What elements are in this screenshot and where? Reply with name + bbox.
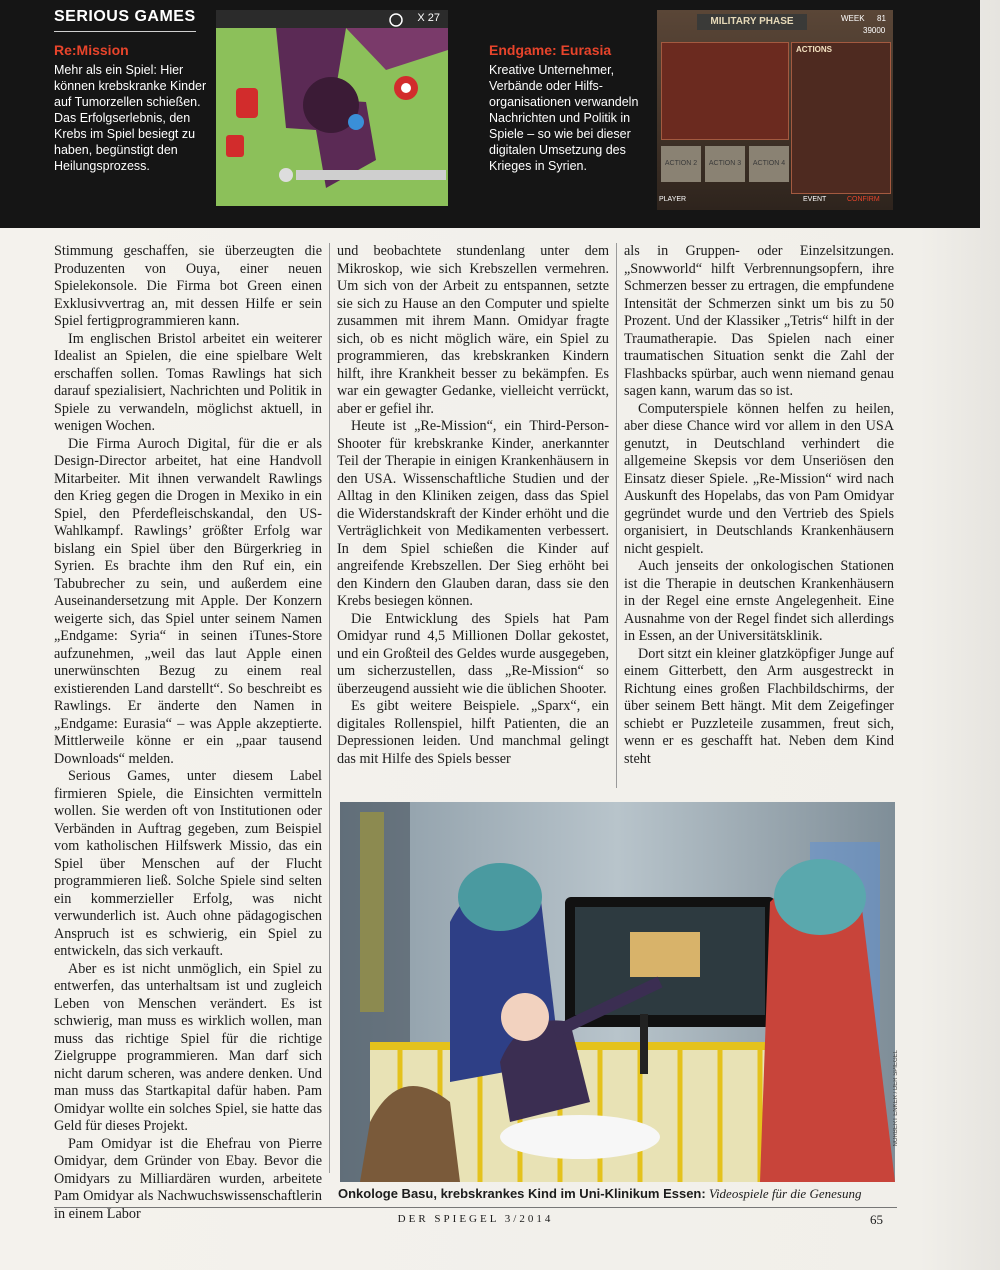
week-value: 81 (877, 14, 886, 23)
paragraph: Die Entwicklung des Spiels hat Pam Omidyar rund 4,5 Millionen Dollar gekostet, und ein Großteil des Geldes wurde ausgegeben, um sicherzustellen, dass „Re-Mission“ so überzeugend aussieht wie die üblichen Shooter. (337, 610, 609, 697)
magazine-footer: DER SPIEGEL 3/2014 (397, 1213, 554, 1225)
paragraph: Heute ist „Re-Mission“, ein Third-Person-Shooter für krebskranke Kinder, anerkannter Teil der Therapie in einigen Krankenhäusern in den USA. Wissenschaftliche Studien und der Alltag in den Kliniken zeigen, dass das Spiel die Widerstandskraft der Kinder erhöht und die Verträglichkeit von Medikamenten verbessert. In dem Spiel schießen die Kinder auf angreifende Krebszellen. Der Sieg erhöht bei den Kindern den Glauben daran, dass sie den Krebs besiegen können. (337, 418, 609, 609)
action-2-button: ACTION 2 (661, 146, 701, 182)
actions-header: ACTIONS (796, 45, 832, 54)
paragraph: Auch jenseits der onkologischen Stationen ist die Therapie in deutschen Krankenhäusern in der Regel eine ernste Angelegenheit. Eine Ausnahme von der Regel findet sich allerdings in Essen, an der Universitätsklinik. (624, 558, 894, 644)
photo-caption (338, 1186, 898, 1202)
week-label: WEEK (841, 14, 865, 23)
caption-italic: Videospiele für die Genesung (708, 1186, 862, 1201)
event-label: EVENT (803, 196, 827, 203)
paragraph: Stimmung geschaffen, sie überzeugten die Produzenten von Ouya, einer neuen Spielekonsole. Die Firma bot Green einen Exklusivvertrag an, mit dessen Hilfe er sein Spiel fertigprogrammieren kann. (54, 243, 322, 329)
actions-panel (791, 42, 891, 194)
money-value: 39000 (863, 26, 886, 35)
phase-label: MILITARY PHASE (697, 14, 807, 30)
paragraph: Im englischen Bristol arbeitet ein weiterer Idealist an Spielen, die eine spielbare Welt erschaffen sollen. Tomas Rawlings hat sich darauf spezialisiert, Nachrichten und Politik in Spiele zu verwandeln, möglichst aktuell, in wenigen Wochen. (54, 330, 322, 434)
text-column-2 (337, 243, 609, 768)
footer-rule (54, 1207, 897, 1208)
paragraph: Pam Omidyar ist die Ehefrau von Pierre Omidyar, dem Gründer von Ebay. Bevor die Omidyars zu Milliardären wurden, arbeitete Pam Omidyar als Nachwuchswissenschaftlerin in einem Labor (54, 1135, 322, 1222)
unit-panel (661, 42, 789, 140)
remission-game-screenshot (216, 10, 448, 206)
hospital-photo-art (340, 802, 895, 1182)
paragraph: Aber es ist nicht unmöglich, ein Spiel zu entwerfen, das unterhaltsam ist und zugleich Leben von Menschen verändert. Es ist schwierig, man muss es wirklich wollen, man muss das richtige Spiel für die richtige Zielgruppe programmieren. Man darf sich nicht darum scheren, was andere denken. Und man muss das Startkapital dafür haben. Pam Omidyar wollte ein solches Spiel, sie hatte das Geld für dieses Projekt. (54, 960, 322, 1134)
column-rule (616, 243, 617, 788)
section-title: SERIOUS GAMES (54, 8, 196, 32)
hospital-photo (340, 802, 895, 1182)
caption-bold: Onkologe Basu, krebskrankes Kind im Uni-Klinikum Essen: (338, 1186, 706, 1201)
endgame-caption: Kreative Unternehmer, Verbände oder Hilfsorganisationen verwandeln Nachrichten und Politik in Spiele – so wie bei dieser digitalen Umsetzung des Krieges in Syrien. (489, 63, 639, 173)
remission-title: Re:Mission (54, 42, 129, 58)
paragraph: als in Gruppen- oder Einzelsitzungen. „Snowworld“ hilft Verbrennungsopfern, ihre Schmerzen besser zu ertragen, die empfundene Intensität der Schmerzen sinkt um bis zu 50 Prozent. Und der Klassiker „Tetris“ hilft in der Traumatherapie. Das Spielen nach einer traumatischen Situation senkt die Zahl der Flashbacks spürbar, auch wenn niemand genau sagen kann, warum das so ist. (624, 243, 894, 399)
paragraph: Es gibt weitere Beispiele. „Sparx“, ein digitales Rollenspiel, hilft Patienten, die an Depressionen leiden. Und manchmal gelingt das mit Hilfe des Spiels besser (337, 698, 609, 767)
column-rule (329, 243, 330, 1173)
action-3-button: ACTION 3 (705, 146, 745, 182)
confirm-label: CONFIRM (847, 196, 880, 203)
remission-caption: Mehr als ein Spiel: Hier können krebskranke Kinder auf Tumorzellen schießen. Das Erfolgserlebnis, den Krebs im Spiel besiegt zu haben, begünstigt den Heilungsprozess. (54, 63, 207, 173)
paragraph: Computerspiele können helfen zu heilen, aber diese Chance wird vor allem in den USA genutzt, in Deutschland verhindert die allgemeine Skepsis vor dem Unseriösen den Einsatz dieser Spiele. „Re-Mission“ wird nach Auskunft des Hopelabs, das von Pam Omidyar gegründet wurde und den Vertrieb des Spiels organisiert, in Deutschlands Krankenhäusern nicht gespielt. (624, 400, 894, 557)
header-band (0, 0, 980, 228)
player-label: PLAYER (659, 196, 687, 203)
text-column-3 (624, 243, 894, 768)
game-hud-counter: X 27 (417, 12, 440, 24)
paragraph: Dort sitzt ein kleiner glatzköpfiger Junge auf einem Gitterbett, den Arm ausgestreckt in Richtung eines großen Flachbildschirms, der über seinem Bett hängt. Mit dem Zeigefinger schiebt er Puzzleteile zusammen, freut sich, wenn er es geschafft hat. Neben dem Kind steht (624, 645, 894, 767)
photo-credit: NORBERT ENKER / DER SPIEGEL (893, 1050, 899, 1147)
paragraph: und beobachtete stundenlang unter dem Mikroskop, wie sich Krebszellen vermehren. Um sich von der Arbeit zu entspannen, setzte sie sich zu Hause an den Computer und spielte zusammen mit ihrem Mann. Omidyar fragte sich, ob es nicht möglich wäre, ein Spiel zu programmieren, das krebskranken Kindern hilft, ihre Krankheit besser zu bekämpfen. Es war ein gewagter Gedanke, vielleicht verrückt, aber er gefiel ihr. (337, 243, 609, 417)
paragraph: Die Firma Auroch Digital, für die er als Design-Director arbeitet, hat eine Handvoll Mitarbeiter. Mit ihnen verwandelt Rawlings den Krieg gegen die Drogen in Mexiko in ein Spiel, den Pferdefleischskandal, den US-Wahlkampf. Rawlings’ größter Erfolg war bislang ein Spiel über den Bürgerkrieg in Syrien. Es brachte ihm den Ruf ein, ein Tabubrecher zu sein, und außerdem eine Auseinandersetzung mit Apple. Der Konzern weigerte sich, das Spiel unter seinem Namen „Endgame: Syria“ in seinen iTunes-Store aufzunehmen, „weil das laut Apple einen unerwünschten Bezug zu einem real existierenden Land darstellt“. So beschreibt es Rawlings. Er änderte den Namen in „Endgame: Eurasia“ – was Apple akzeptierte. Mittlerweile könne er ein „paar tausend Downloads“ melden. (54, 435, 322, 767)
paragraph: Serious Games, unter diesem Label firmieren Spiele, die Einsichten vermitteln wollen. Sie werden oft von Institutionen oder Verbänden in Auftrag gegeben, zum Beispiel vom katholischen Hilfswerk Missio, das ein Spiel über Menschen auf der Flucht programmieren ließ. Solche Spiele sind selten ein kommerzieller Erfolg, was nicht verwunderlich ist. Auch ohne pädagogischen Anspruch ist es schwierig, ein Spiel zu entwickeln, das sich verkauft. (54, 768, 322, 959)
page-number: 65 (870, 1212, 883, 1227)
endgame-game-screenshot (657, 10, 893, 210)
action-4-button: ACTION 4 (749, 146, 789, 182)
endgame-title: Endgame: Eurasia (489, 42, 612, 58)
text-column-1 (54, 243, 322, 1223)
remission-game-art (216, 10, 448, 206)
